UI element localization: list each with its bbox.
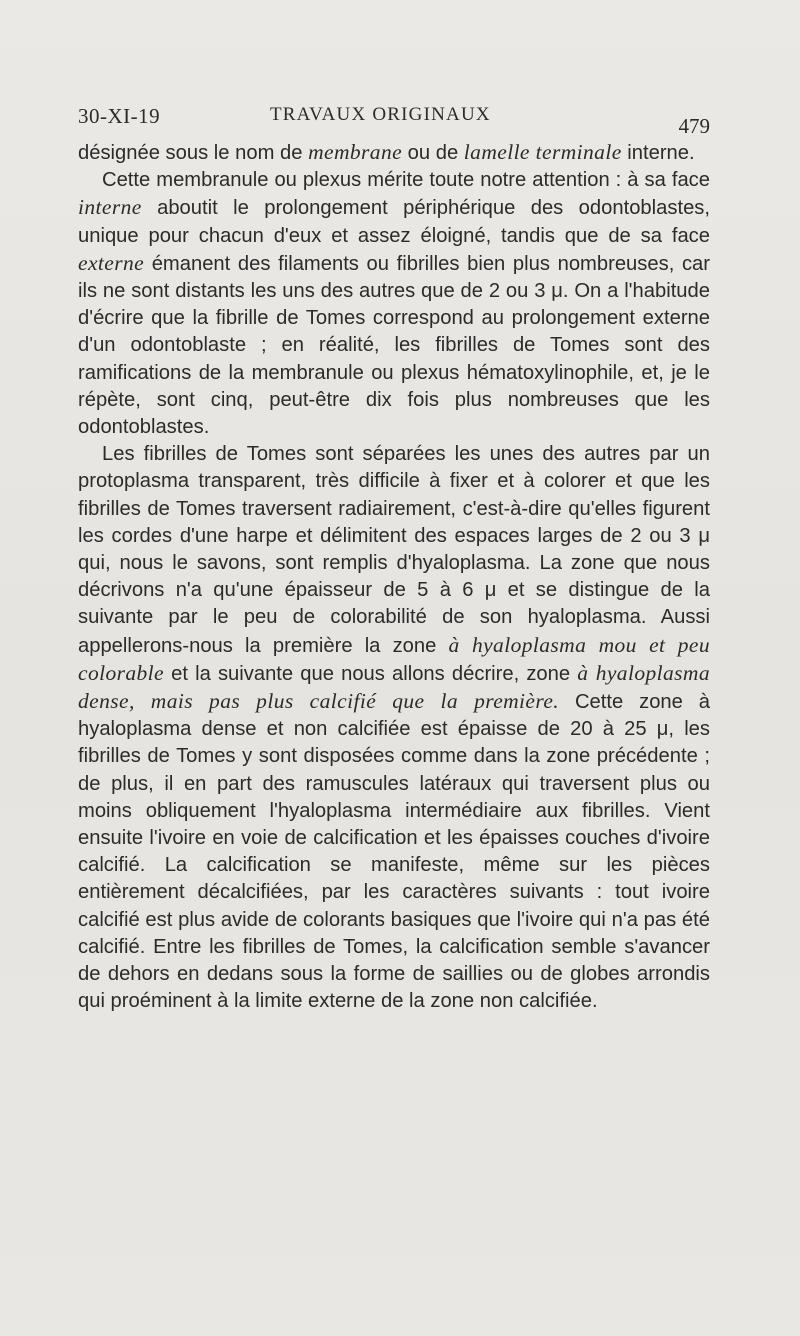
italic-term: à hyaloplasma mou et peu colorable — [78, 632, 710, 685]
running-header — [78, 100, 710, 140]
italic-term: membrane — [308, 140, 403, 164]
text-run: interne. — [621, 142, 695, 164]
text-run: Cette zone à hyaloplasma dense et non calcifiée est épaisse de 20 à 25 μ, les fibrilles de Tomes y sont disposées comme dans la zone précédente ; de plus, il en part des ramuscules latéraux qui traversent plus ou moins obliquement l'hyaloplasma intermédiaire aux fibrilles. Vient ensuite l'ivoire en voie de calcification et les épaisses couches d'ivoire calcifié. La calcification se manifeste, même sur les pièces entièrement décalcifiées, par les caractères suivants : tout ivoire calcifié est plus avide de colorants basiques que l'ivoire qui n'a pas été calcifié. Entre les fibrilles de Tomes, la calcification semble s'avancer de dehors en dedans sous la forme de saillies ou de globes arrondis qui proéminent à la limite externe de la zone non calcifiée. — [78, 691, 710, 1013]
text-run: Cette membranule ou plexus mérite toute notre attention : à sa face — [102, 169, 710, 192]
italic-term: à hyaloplasma dense, mais pas plus calcifié que la première. — [78, 660, 711, 714]
body-text — [78, 139, 710, 1016]
text-run: aboutit le prolongement périphérique des odontoblastes, unique pour chacun d'eux et assez éloigné, tandis que de sa face — [78, 197, 710, 247]
text-run: émanent des filaments ou fibrilles bien plus nombreuses, car ils ne sont distants les uns des autres que de 2 ou 3 μ. On a l'habitude d'écrire que la fibrille de Tomes correspond au prolongement externe d'un odontoblaste ; en réalité, les fibrilles de Tomes sont des ramifications de la membranule ou plexus hématoxylinophile, et, je le répète, sont cinq, peut-être dix fois plus nombreuses que les odontoblastes. — [78, 252, 710, 439]
paragraph-3 — [78, 441, 710, 1015]
italic-term: externe — [78, 250, 145, 275]
text-run: et la suivante que nous allons décrire, zone — [164, 662, 578, 685]
italic-term: lamelle terminale — [463, 140, 622, 164]
italic-term: interne — [78, 195, 142, 220]
text-run: désignée sous le nom de — [78, 142, 309, 164]
header-title: TRAVAUX ORIGINAUX — [270, 104, 491, 125]
text-run: ou de — [402, 142, 464, 164]
paragraph-2 — [78, 167, 710, 441]
header-date: 30-XI-19 — [78, 104, 161, 128]
text-run: Les fibrilles de Tomes sont séparées les unes des autres par un protoplasma transparent, très difficile à fixer et à colorer et que les fibrilles de Tomes traversent radiairement, c'est-à-dire qu'elles figurent les cordes d'une harpe et délimitent des espaces larges de 2 ou 3 μ qui, nous le savons, sont remplis d'hyaloplasma. La zone que nous décrivons n'a qu'une épaisseur de 5 à 6 μ et se distingue de la suivante par le peu de colorabilité de son hyaloplasma. Aussi appellerons-nous la première la zone — [78, 443, 710, 657]
paragraph-1 — [78, 139, 710, 167]
page-number: 479 — [678, 114, 710, 138]
